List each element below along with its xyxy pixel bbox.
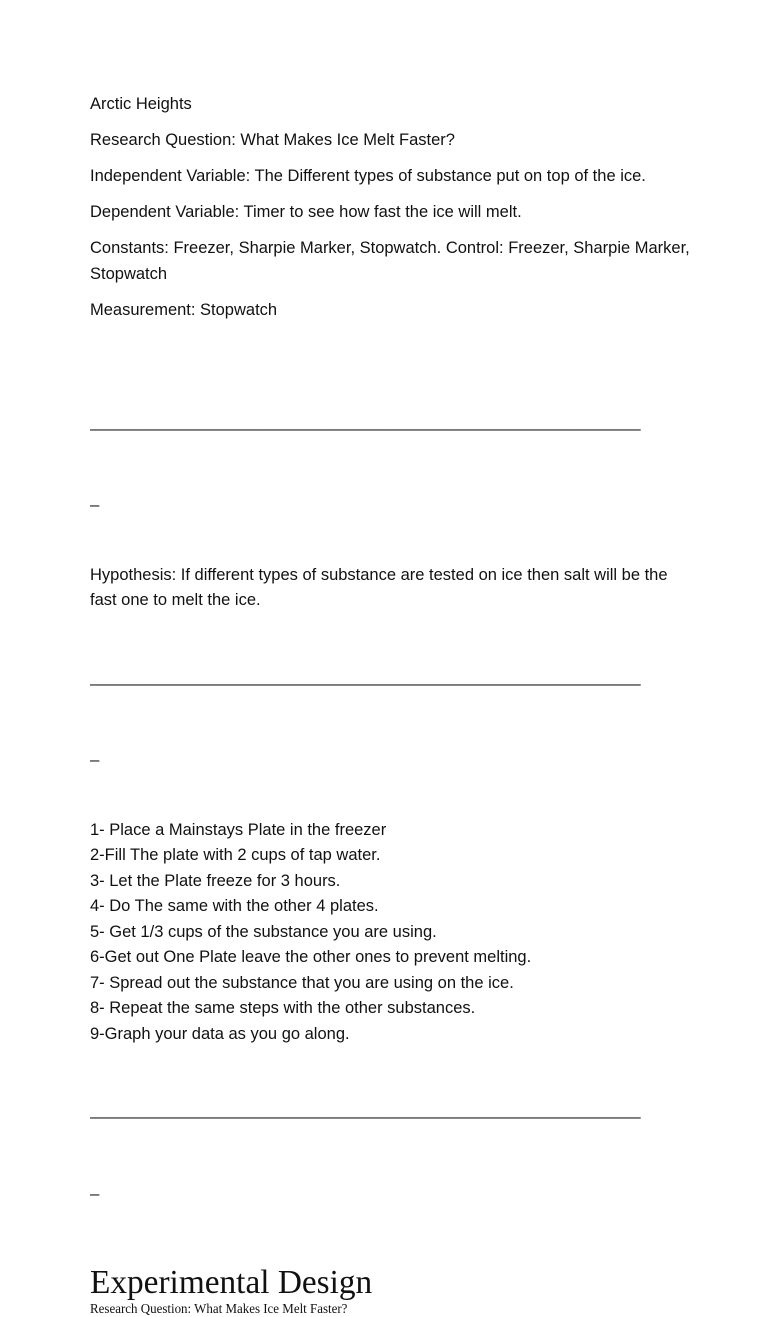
rule-tail: _ [90,744,100,762]
constants: Constants: Freezer, Sharpie Marker, Stopwatch. Control: Freezer, Sharpie Marker, Stopwatch [90,239,690,283]
document-page [90,92,690,1317]
rule-line: ____________________________________________________________ [90,412,641,431]
design-subtitle: Research Question: What Makes Ice Melt Faster? [90,1301,348,1316]
procedure-step: 5- Get 1/3 cups of the substance you are using. [90,922,437,941]
separator-rule-1 [90,359,690,563]
procedure-step: 7- Spread out the substance that you are using on the ice. [90,973,514,992]
independent-variable: Independent Variable: The Different types of substance put on top of the ice. [90,167,646,185]
procedure-step: 3- Let the Plate freeze for 3 hours. [90,871,341,890]
document-heading: Arctic Heights [90,95,192,113]
design-title: Experimental Design [90,1264,373,1301]
separator-rule-2 [90,614,690,818]
dependent-variable: Dependent Variable: Timer to see how fast the ice will melt. [90,203,522,221]
procedure-step: 4- Do The same with the other 4 plates. [90,897,379,915]
procedure-step: 8- Repeat the same steps with the other substances. [90,999,476,1017]
separator-rule-3 [90,1047,690,1251]
hypothesis: Hypothesis: If different types of substance are tested on ice then salt will be the fast one to melt the ice. [90,565,668,609]
rule-line: ____________________________________________________________ [90,1101,641,1119]
procedure-step: 1- Place a Mainstays Plate in the freezer [90,820,387,839]
measurement: Measurement: Stopwatch [90,300,278,319]
research-question: Research Question: What Makes Ice Melt Faster? [90,131,455,149]
procedure-step: 9-Graph your data as you go along. [90,1024,350,1043]
rule-tail: _ [90,489,100,507]
rule-line: ____________________________________________________________ [90,667,641,686]
blank-space [90,334,690,359]
procedure-step: 6-Get out One Plate leave the other ones to prevent melting. [90,948,532,966]
procedure-steps [90,818,690,1048]
rule-tail: _ [90,1177,100,1196]
procedure-step: 2-Fill The plate with 2 cups of tap water. [90,846,381,864]
